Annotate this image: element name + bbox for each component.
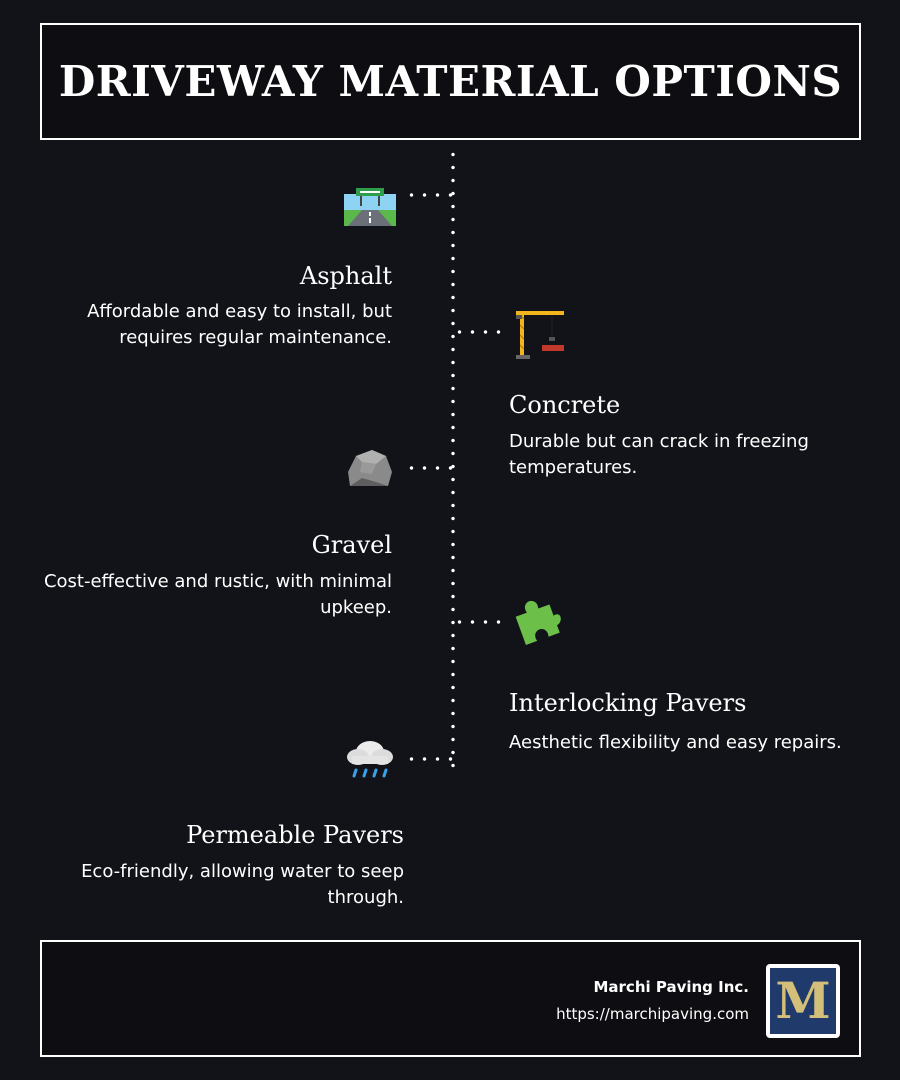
page-title: DRIVEWAY MATERIAL OPTIONS [58, 57, 843, 106]
company-name: Marchi Paving Inc. [593, 978, 749, 996]
logo-letter: M [775, 971, 831, 1030]
timeline-spine [451, 148, 455, 768]
item-desc-asphalt: Affordable and easy to install, but requires regular maintenance. [87, 301, 392, 348]
item-desc-gravel: Cost-effective and rustic, with minimal upkeep. [43, 571, 392, 618]
puzzle-piece-icon [508, 590, 564, 646]
connector-concrete [453, 330, 503, 334]
construction-crane-icon [512, 305, 568, 361]
item-title-permeable-pavers: Permeable Pavers [186, 821, 404, 849]
highway-road-icon [342, 180, 398, 236]
rain-cloud-icon [342, 730, 398, 786]
item-desc-interlocking-pavers: Aesthetic flexibility and easy repairs. [509, 732, 842, 753]
rock-icon [342, 442, 398, 498]
item-desc-permeable-pavers: Eco-friendly, allowing water to seep through. [81, 861, 404, 908]
connector-interlocking-pavers [453, 620, 503, 624]
logo-badge [770, 968, 836, 1034]
item-title-gravel: Gravel [311, 531, 392, 559]
company-url-link[interactable]: https://marchipaving.com [556, 1005, 749, 1023]
connector-asphalt [405, 193, 453, 197]
item-desc-concrete: Durable but can crack in freezing temperatures. [509, 431, 809, 478]
item-title-interlocking-pavers: Interlocking Pavers [509, 689, 747, 717]
item-title-concrete: Concrete [509, 391, 621, 419]
title-banner [40, 23, 861, 140]
item-title-asphalt: Asphalt [299, 262, 392, 290]
company-logo [766, 964, 840, 1038]
footer-banner [40, 940, 861, 1057]
connector-gravel [405, 466, 453, 470]
connector-permeable-pavers [405, 757, 453, 761]
